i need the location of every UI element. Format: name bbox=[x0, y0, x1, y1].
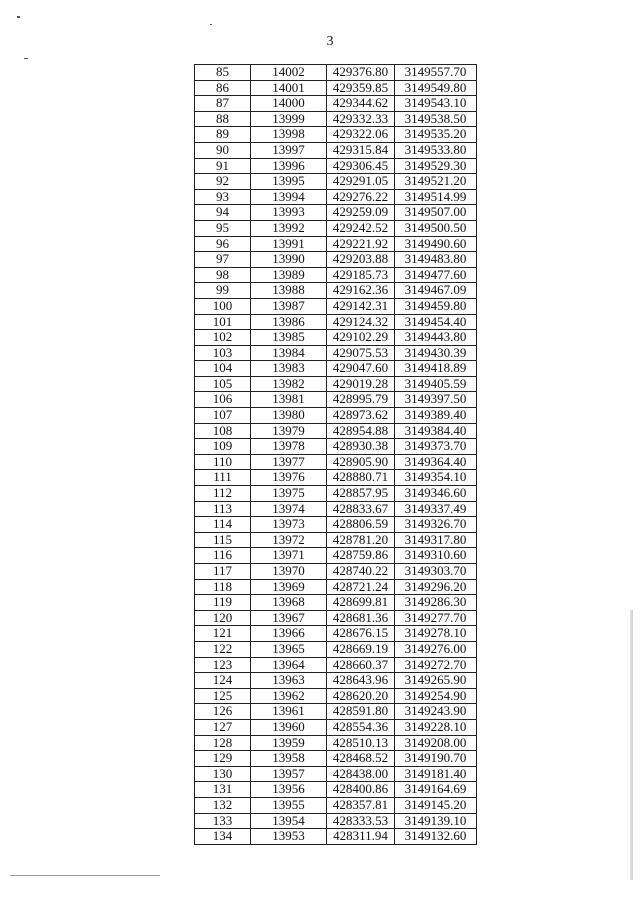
table-row bbox=[195, 470, 477, 486]
cell-point-number: 127 bbox=[195, 719, 251, 735]
cell-point-id: 13989 bbox=[251, 267, 327, 283]
cell-y-coordinate: 3149364.40 bbox=[395, 454, 477, 470]
cell-x-coordinate: 428643.96 bbox=[327, 673, 395, 689]
cell-x-coordinate: 428759.86 bbox=[327, 548, 395, 564]
cell-point-number: 91 bbox=[195, 158, 251, 174]
cell-point-number: 111 bbox=[195, 470, 251, 486]
cell-point-id: 13985 bbox=[251, 330, 327, 346]
cell-y-coordinate: 3149139.10 bbox=[395, 813, 477, 829]
cell-point-number: 86 bbox=[195, 80, 251, 96]
cell-point-id: 13973 bbox=[251, 517, 327, 533]
cell-point-id: 13959 bbox=[251, 735, 327, 751]
cell-point-number: 92 bbox=[195, 174, 251, 190]
table-row bbox=[195, 751, 477, 767]
cell-x-coordinate: 428400.86 bbox=[327, 782, 395, 798]
scan-artifact-line bbox=[10, 875, 160, 876]
table-row bbox=[195, 361, 477, 377]
cell-point-number: 95 bbox=[195, 220, 251, 236]
table-row bbox=[195, 345, 477, 361]
table-row bbox=[195, 330, 477, 346]
cell-point-id: 13990 bbox=[251, 252, 327, 268]
cell-y-coordinate: 3149296.20 bbox=[395, 579, 477, 595]
cell-point-id: 13991 bbox=[251, 236, 327, 252]
table-row bbox=[195, 158, 477, 174]
table-row bbox=[195, 657, 477, 673]
cell-point-id: 13962 bbox=[251, 688, 327, 704]
cell-point-number: 134 bbox=[195, 829, 251, 845]
cell-y-coordinate: 3149389.40 bbox=[395, 408, 477, 424]
table-row bbox=[195, 252, 477, 268]
table-row bbox=[195, 782, 477, 798]
cell-y-coordinate: 3149272.70 bbox=[395, 657, 477, 673]
cell-point-id: 13987 bbox=[251, 298, 327, 314]
cell-point-id: 13966 bbox=[251, 626, 327, 642]
cell-y-coordinate: 3149418.89 bbox=[395, 361, 477, 377]
table-row bbox=[195, 610, 477, 626]
cell-point-number: 129 bbox=[195, 751, 251, 767]
cell-x-coordinate: 429047.60 bbox=[327, 361, 395, 377]
cell-y-coordinate: 3149228.10 bbox=[395, 719, 477, 735]
cell-point-number: 123 bbox=[195, 657, 251, 673]
cell-y-coordinate: 3149337.49 bbox=[395, 501, 477, 517]
cell-point-number: 119 bbox=[195, 595, 251, 611]
cell-point-number: 110 bbox=[195, 454, 251, 470]
cell-y-coordinate: 3149430.39 bbox=[395, 345, 477, 361]
table-row bbox=[195, 408, 477, 424]
table-row bbox=[195, 80, 477, 96]
cell-point-id: 13954 bbox=[251, 813, 327, 829]
cell-point-id: 13975 bbox=[251, 486, 327, 502]
table-row bbox=[195, 688, 477, 704]
cell-x-coordinate: 428676.15 bbox=[327, 626, 395, 642]
cell-x-coordinate: 429162.36 bbox=[327, 283, 395, 299]
table-row bbox=[195, 673, 477, 689]
cell-y-coordinate: 3149529.30 bbox=[395, 158, 477, 174]
cell-point-number: 89 bbox=[195, 127, 251, 143]
cell-point-id: 13982 bbox=[251, 376, 327, 392]
cell-x-coordinate: 428591.80 bbox=[327, 704, 395, 720]
coordinates-table-body bbox=[195, 65, 477, 845]
cell-point-id: 13974 bbox=[251, 501, 327, 517]
table-row bbox=[195, 719, 477, 735]
cell-point-id: 13955 bbox=[251, 797, 327, 813]
cell-x-coordinate: 428510.13 bbox=[327, 735, 395, 751]
cell-y-coordinate: 3149405.59 bbox=[395, 376, 477, 392]
cell-x-coordinate: 428781.20 bbox=[327, 532, 395, 548]
table-row bbox=[195, 641, 477, 657]
cell-x-coordinate: 428554.36 bbox=[327, 719, 395, 735]
cell-point-number: 121 bbox=[195, 626, 251, 642]
cell-y-coordinate: 3149276.00 bbox=[395, 641, 477, 657]
cell-point-number: 107 bbox=[195, 408, 251, 424]
cell-point-number: 124 bbox=[195, 673, 251, 689]
cell-point-id: 13957 bbox=[251, 766, 327, 782]
cell-point-number: 104 bbox=[195, 361, 251, 377]
cell-point-id: 13992 bbox=[251, 220, 327, 236]
cell-y-coordinate: 3149132.60 bbox=[395, 829, 477, 845]
cell-point-number: 117 bbox=[195, 564, 251, 580]
cell-point-id: 13963 bbox=[251, 673, 327, 689]
cell-y-coordinate: 3149310.60 bbox=[395, 548, 477, 564]
table-row bbox=[195, 127, 477, 143]
table-row bbox=[195, 797, 477, 813]
cell-x-coordinate: 428857.95 bbox=[327, 486, 395, 502]
page-number: 3 bbox=[326, 34, 334, 49]
cell-y-coordinate: 3149467.09 bbox=[395, 283, 477, 299]
cell-point-id: 13986 bbox=[251, 314, 327, 330]
cell-point-id: 13983 bbox=[251, 361, 327, 377]
cell-y-coordinate: 3149397.50 bbox=[395, 392, 477, 408]
table-row bbox=[195, 189, 477, 205]
cell-x-coordinate: 429315.84 bbox=[327, 142, 395, 158]
cell-y-coordinate: 3149477.60 bbox=[395, 267, 477, 283]
cell-point-id: 13996 bbox=[251, 158, 327, 174]
table-row bbox=[195, 439, 477, 455]
table-row bbox=[195, 283, 477, 299]
cell-point-number: 114 bbox=[195, 517, 251, 533]
cell-point-id: 13953 bbox=[251, 829, 327, 845]
cell-point-id: 13970 bbox=[251, 564, 327, 580]
cell-y-coordinate: 3149317.80 bbox=[395, 532, 477, 548]
cell-x-coordinate: 428721.24 bbox=[327, 579, 395, 595]
cell-point-number: 122 bbox=[195, 641, 251, 657]
cell-y-coordinate: 3149243.90 bbox=[395, 704, 477, 720]
cell-point-number: 118 bbox=[195, 579, 251, 595]
cell-y-coordinate: 3149557.70 bbox=[395, 65, 477, 81]
table-row bbox=[195, 564, 477, 580]
cell-y-coordinate: 3149549.80 bbox=[395, 80, 477, 96]
cell-x-coordinate: 429075.53 bbox=[327, 345, 395, 361]
table-row bbox=[195, 314, 477, 330]
cell-y-coordinate: 3149459.80 bbox=[395, 298, 477, 314]
cell-point-number: 113 bbox=[195, 501, 251, 517]
table-row bbox=[195, 813, 477, 829]
table-row bbox=[195, 454, 477, 470]
cell-point-number: 102 bbox=[195, 330, 251, 346]
cell-x-coordinate: 428880.71 bbox=[327, 470, 395, 486]
cell-x-coordinate: 428620.20 bbox=[327, 688, 395, 704]
cell-point-number: 128 bbox=[195, 735, 251, 751]
cell-x-coordinate: 429332.33 bbox=[327, 111, 395, 127]
cell-y-coordinate: 3149454.40 bbox=[395, 314, 477, 330]
cell-y-coordinate: 3149514.99 bbox=[395, 189, 477, 205]
table-row bbox=[195, 766, 477, 782]
cell-y-coordinate: 3149181.40 bbox=[395, 766, 477, 782]
cell-y-coordinate: 3149507.00 bbox=[395, 205, 477, 221]
cell-x-coordinate: 428333.53 bbox=[327, 813, 395, 829]
cell-point-number: 108 bbox=[195, 423, 251, 439]
cell-x-coordinate: 428699.81 bbox=[327, 595, 395, 611]
table-row bbox=[195, 486, 477, 502]
cell-y-coordinate: 3149208.00 bbox=[395, 735, 477, 751]
cell-point-id: 13980 bbox=[251, 408, 327, 424]
cell-x-coordinate: 429221.92 bbox=[327, 236, 395, 252]
cell-point-number: 98 bbox=[195, 267, 251, 283]
cell-point-id: 13969 bbox=[251, 579, 327, 595]
cell-point-id: 13972 bbox=[251, 532, 327, 548]
table-row bbox=[195, 548, 477, 564]
cell-x-coordinate: 428740.22 bbox=[327, 564, 395, 580]
coordinates-table bbox=[194, 64, 477, 845]
cell-y-coordinate: 3149286.30 bbox=[395, 595, 477, 611]
cell-x-coordinate: 428973.62 bbox=[327, 408, 395, 424]
cell-point-id: 13964 bbox=[251, 657, 327, 673]
cell-point-number: 112 bbox=[195, 486, 251, 502]
cell-point-id: 13984 bbox=[251, 345, 327, 361]
cell-x-coordinate: 428806.59 bbox=[327, 517, 395, 533]
cell-point-id: 13971 bbox=[251, 548, 327, 564]
cell-point-id: 13958 bbox=[251, 751, 327, 767]
cell-x-coordinate: 428660.37 bbox=[327, 657, 395, 673]
cell-y-coordinate: 3149373.70 bbox=[395, 439, 477, 455]
cell-point-number: 88 bbox=[195, 111, 251, 127]
cell-point-id: 13976 bbox=[251, 470, 327, 486]
table-row bbox=[195, 423, 477, 439]
cell-x-coordinate: 429203.88 bbox=[327, 252, 395, 268]
scan-speck bbox=[24, 58, 28, 59]
cell-point-id: 13979 bbox=[251, 423, 327, 439]
table-row bbox=[195, 142, 477, 158]
cell-point-number: 97 bbox=[195, 252, 251, 268]
cell-point-number: 96 bbox=[195, 236, 251, 252]
cell-y-coordinate: 3149533.80 bbox=[395, 142, 477, 158]
cell-y-coordinate: 3149190.70 bbox=[395, 751, 477, 767]
cell-point-id: 14002 bbox=[251, 65, 327, 81]
cell-point-number: 133 bbox=[195, 813, 251, 829]
cell-point-id: 13994 bbox=[251, 189, 327, 205]
cell-x-coordinate: 428905.90 bbox=[327, 454, 395, 470]
cell-x-coordinate: 428954.88 bbox=[327, 423, 395, 439]
table-row bbox=[195, 298, 477, 314]
cell-point-number: 87 bbox=[195, 96, 251, 112]
cell-point-id: 13956 bbox=[251, 782, 327, 798]
cell-y-coordinate: 3149535.20 bbox=[395, 127, 477, 143]
cell-point-number: 131 bbox=[195, 782, 251, 798]
cell-x-coordinate: 428681.36 bbox=[327, 610, 395, 626]
cell-x-coordinate: 428930.38 bbox=[327, 439, 395, 455]
table-row bbox=[195, 111, 477, 127]
scan-speck bbox=[210, 24, 212, 25]
table-row bbox=[195, 220, 477, 236]
cell-point-id: 13978 bbox=[251, 439, 327, 455]
cell-y-coordinate: 3149265.90 bbox=[395, 673, 477, 689]
cell-point-id: 13981 bbox=[251, 392, 327, 408]
cell-x-coordinate: 428438.00 bbox=[327, 766, 395, 782]
table-row bbox=[195, 236, 477, 252]
scan-artifact-edge bbox=[630, 610, 633, 880]
cell-point-number: 132 bbox=[195, 797, 251, 813]
table-row bbox=[195, 626, 477, 642]
cell-point-number: 85 bbox=[195, 65, 251, 81]
cell-point-number: 100 bbox=[195, 298, 251, 314]
cell-x-coordinate: 429306.45 bbox=[327, 158, 395, 174]
cell-point-id: 13999 bbox=[251, 111, 327, 127]
table-row bbox=[195, 579, 477, 595]
scan-speck bbox=[17, 16, 20, 18]
cell-y-coordinate: 3149254.90 bbox=[395, 688, 477, 704]
cell-point-number: 105 bbox=[195, 376, 251, 392]
cell-y-coordinate: 3149346.60 bbox=[395, 486, 477, 502]
cell-y-coordinate: 3149278.10 bbox=[395, 626, 477, 642]
cell-y-coordinate: 3149354.10 bbox=[395, 470, 477, 486]
cell-y-coordinate: 3149543.10 bbox=[395, 96, 477, 112]
cell-x-coordinate: 429102.29 bbox=[327, 330, 395, 346]
cell-x-coordinate: 429242.52 bbox=[327, 220, 395, 236]
cell-x-coordinate: 429142.31 bbox=[327, 298, 395, 314]
cell-y-coordinate: 3149326.70 bbox=[395, 517, 477, 533]
table-row bbox=[195, 735, 477, 751]
cell-point-number: 130 bbox=[195, 766, 251, 782]
cell-point-number: 93 bbox=[195, 189, 251, 205]
cell-x-coordinate: 429019.28 bbox=[327, 376, 395, 392]
table-row bbox=[195, 205, 477, 221]
cell-point-id: 13961 bbox=[251, 704, 327, 720]
table-row bbox=[195, 267, 477, 283]
table-row bbox=[195, 532, 477, 548]
cell-point-id: 13988 bbox=[251, 283, 327, 299]
cell-y-coordinate: 3149277.70 bbox=[395, 610, 477, 626]
cell-x-coordinate: 429276.22 bbox=[327, 189, 395, 205]
cell-point-id: 14000 bbox=[251, 96, 327, 112]
table-row bbox=[195, 501, 477, 517]
cell-point-number: 125 bbox=[195, 688, 251, 704]
table-row bbox=[195, 96, 477, 112]
cell-point-number: 115 bbox=[195, 532, 251, 548]
cell-point-number: 116 bbox=[195, 548, 251, 564]
cell-x-coordinate: 428311.94 bbox=[327, 829, 395, 845]
cell-point-number: 103 bbox=[195, 345, 251, 361]
cell-point-id: 13993 bbox=[251, 205, 327, 221]
cell-x-coordinate: 429322.06 bbox=[327, 127, 395, 143]
cell-x-coordinate: 429344.62 bbox=[327, 96, 395, 112]
table-row bbox=[195, 595, 477, 611]
cell-point-id: 13995 bbox=[251, 174, 327, 190]
cell-x-coordinate: 429359.85 bbox=[327, 80, 395, 96]
table-row bbox=[195, 376, 477, 392]
cell-y-coordinate: 3149384.40 bbox=[395, 423, 477, 439]
cell-point-id: 14001 bbox=[251, 80, 327, 96]
cell-point-number: 90 bbox=[195, 142, 251, 158]
table-row bbox=[195, 704, 477, 720]
table-row bbox=[195, 517, 477, 533]
cell-x-coordinate: 429291.05 bbox=[327, 174, 395, 190]
cell-point-id: 13965 bbox=[251, 641, 327, 657]
cell-y-coordinate: 3149500.50 bbox=[395, 220, 477, 236]
cell-y-coordinate: 3149490.60 bbox=[395, 236, 477, 252]
cell-x-coordinate: 428468.52 bbox=[327, 751, 395, 767]
cell-y-coordinate: 3149303.70 bbox=[395, 564, 477, 580]
cell-y-coordinate: 3149145.20 bbox=[395, 797, 477, 813]
cell-point-id: 13977 bbox=[251, 454, 327, 470]
cell-y-coordinate: 3149538.50 bbox=[395, 111, 477, 127]
cell-x-coordinate: 429259.09 bbox=[327, 205, 395, 221]
cell-point-number: 109 bbox=[195, 439, 251, 455]
cell-point-number: 94 bbox=[195, 205, 251, 221]
cell-point-number: 120 bbox=[195, 610, 251, 626]
cell-point-id: 13968 bbox=[251, 595, 327, 611]
cell-point-number: 101 bbox=[195, 314, 251, 330]
cell-x-coordinate: 429376.80 bbox=[327, 65, 395, 81]
cell-point-id: 13997 bbox=[251, 142, 327, 158]
cell-point-number: 106 bbox=[195, 392, 251, 408]
table-row bbox=[195, 392, 477, 408]
cell-point-number: 126 bbox=[195, 704, 251, 720]
cell-x-coordinate: 428669.19 bbox=[327, 641, 395, 657]
cell-x-coordinate: 428833.67 bbox=[327, 501, 395, 517]
table-row bbox=[195, 65, 477, 81]
table-row bbox=[195, 829, 477, 845]
cell-x-coordinate: 428995.79 bbox=[327, 392, 395, 408]
cell-point-id: 13967 bbox=[251, 610, 327, 626]
cell-point-number: 99 bbox=[195, 283, 251, 299]
cell-x-coordinate: 429185.73 bbox=[327, 267, 395, 283]
cell-y-coordinate: 3149483.80 bbox=[395, 252, 477, 268]
cell-y-coordinate: 3149164.69 bbox=[395, 782, 477, 798]
cell-y-coordinate: 3149521.20 bbox=[395, 174, 477, 190]
cell-y-coordinate: 3149443.80 bbox=[395, 330, 477, 346]
cell-point-id: 13998 bbox=[251, 127, 327, 143]
table-row bbox=[195, 174, 477, 190]
cell-x-coordinate: 429124.32 bbox=[327, 314, 395, 330]
cell-x-coordinate: 428357.81 bbox=[327, 797, 395, 813]
cell-point-id: 13960 bbox=[251, 719, 327, 735]
